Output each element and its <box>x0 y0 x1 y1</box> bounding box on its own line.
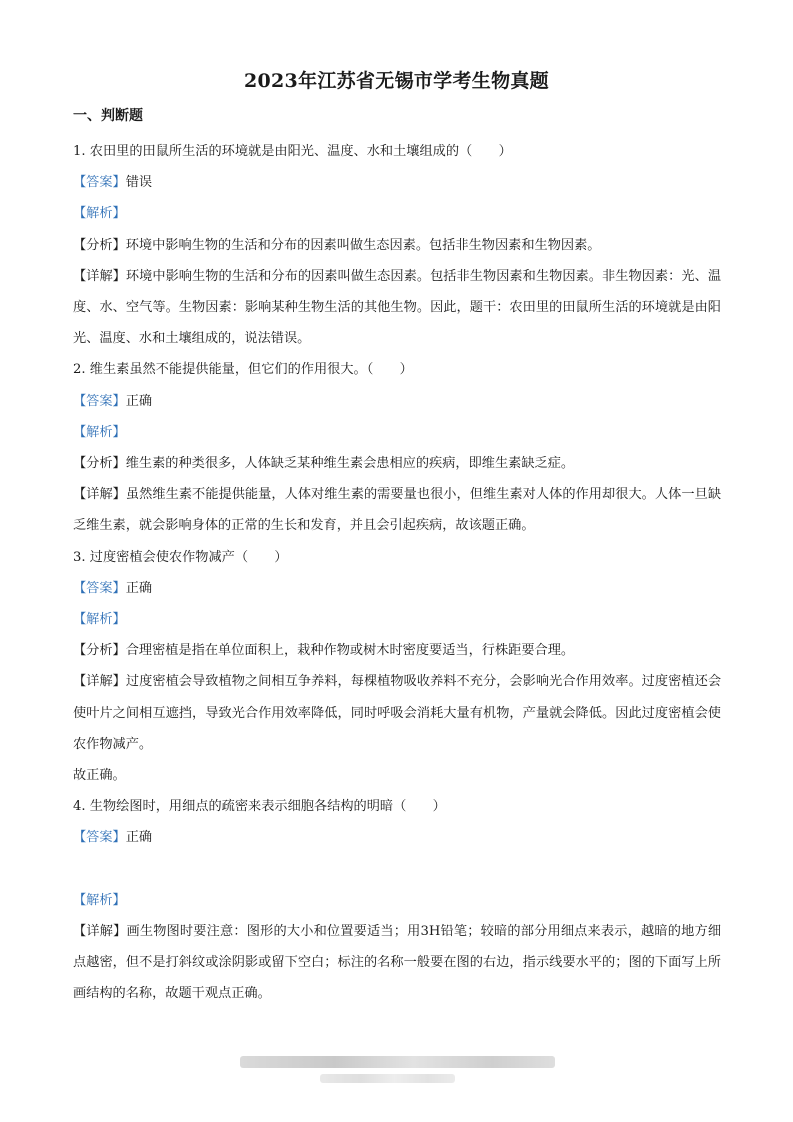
analysis-line-1 <box>73 198 721 229</box>
answer-line-3 <box>73 573 721 604</box>
detail-tag: 【详解】 <box>73 674 126 690</box>
question-stem-4: 4. 生物绘图时，用细点的疏密来表示细胞各结构的明暗（ ） <box>73 799 446 815</box>
answer-tag: 【答案】 <box>73 580 126 596</box>
answer-value: 正确 <box>125 393 153 409</box>
analysis-tag: 【解析】 <box>73 424 126 440</box>
analysis-line-2 <box>73 417 721 448</box>
detail-tag: 【详解】 <box>73 923 127 939</box>
detail-para-4 <box>73 916 721 1010</box>
detail-text: 画生物图时要注意：图形的大小和位置要适当；用3H铅笔；较暗的部分用细点来表示，越暗的地方细点越密，但不是打斜纹或涂阴影或留下空白；标注的名称一般要在图的右边，指示线要水平的；图的下面写上所画结构的名称，故题干观点正确。 <box>73 923 722 1002</box>
answer-line-2 <box>73 386 721 417</box>
detail-text: 过度密植会导致植物之间相互争养料，每棵植物吸收养料不充分，会影响光合作用效率。过度密植还会使叶片之间相互遮挡，导致光合作用效率降低，同时呼吸会消耗大量有机物，产量就会降低。因此过度密植会使农作物减产。 <box>73 674 722 752</box>
answer-tag: 【答案】 <box>73 393 126 409</box>
fenxi-text: 合理密植是指在单位面积上，栽种作物或树木时密度要适当，行株距要合理。 <box>125 643 575 659</box>
question-stem-3: 3. 过度密植会使农作物减产（ ） <box>73 549 288 565</box>
fenxi-tag: 【分析】 <box>73 237 126 253</box>
analysis-tag: 【解析】 <box>73 206 126 222</box>
answer-value: 正确 <box>125 830 153 846</box>
question-stem-1: 1. 农田里的田鼠所生活的环境就是由阳光、温度、水和土壤组成的（ ） <box>73 144 512 159</box>
detail-para-1 <box>73 261 721 355</box>
answer-tag: 【答案】 <box>73 830 126 846</box>
question-list <box>73 136 721 1009</box>
blank-spacer <box>73 854 721 885</box>
fenxi-line-1 <box>73 230 721 261</box>
answer-line-1 <box>73 167 721 198</box>
fenxi-line-2 <box>73 448 721 479</box>
detail-para-2 <box>73 479 721 541</box>
answer-value: 正确 <box>125 580 153 596</box>
blurred-watermark-line <box>320 1074 455 1083</box>
answer-tag: 【答案】 <box>73 175 126 191</box>
analysis-tag: 【解析】 <box>73 612 126 628</box>
detail-tag: 【详解】 <box>73 487 126 503</box>
fenxi-text: 维生素的种类很多，人体缺乏某种维生素会患相应的疾病，即维生素缺乏症。 <box>125 456 575 472</box>
fenxi-tag: 【分析】 <box>73 456 126 472</box>
detail-text: 环境中影响生物的生活和分布的因素叫做生态因素。包括非生物因素和生物因素。非生物因素：光、温度、水、空气等。生物因素：影响某种生物生活的其他生物。因此，题干：农田里的田鼠所生活的环境就是由阳光、温度、水和土壤组成的，说法错误。 <box>73 268 722 347</box>
analysis-line-3 <box>73 604 721 635</box>
section-heading: 一、判断题 <box>73 108 143 124</box>
fenxi-text: 环境中影响生物的生活和分布的因素叫做生态因素。包括非生物因素和生物因素。 <box>125 237 601 253</box>
analysis-line-4 <box>73 885 721 916</box>
detail-tag: 【详解】 <box>73 268 126 284</box>
answer-value: 错误 <box>125 175 153 191</box>
analysis-tag: 【解析】 <box>73 892 126 908</box>
detail-para-3 <box>73 666 721 760</box>
conclusion-3: 故正确。 <box>73 768 126 784</box>
fenxi-line-3 <box>73 635 721 666</box>
detail-text: 虽然维生素不能提供能量，人体对维生素的需要量也很小，但维生素对人体的作用却很大。人体一旦缺乏维生素，就会影响身体的正常的生长和发育，并且会引起疾病，故该题正确。 <box>73 487 722 534</box>
answer-line-4 <box>73 822 721 853</box>
page-title: 2023年江苏省无锡市学考生物真题 <box>244 70 549 92</box>
blurred-watermark <box>240 1052 555 1086</box>
question-stem-2: 2. 维生素虽然不能提供能量，但它们的作用很大。（ ） <box>73 362 413 378</box>
blurred-watermark-line <box>240 1056 555 1068</box>
fenxi-tag: 【分析】 <box>73 643 126 659</box>
